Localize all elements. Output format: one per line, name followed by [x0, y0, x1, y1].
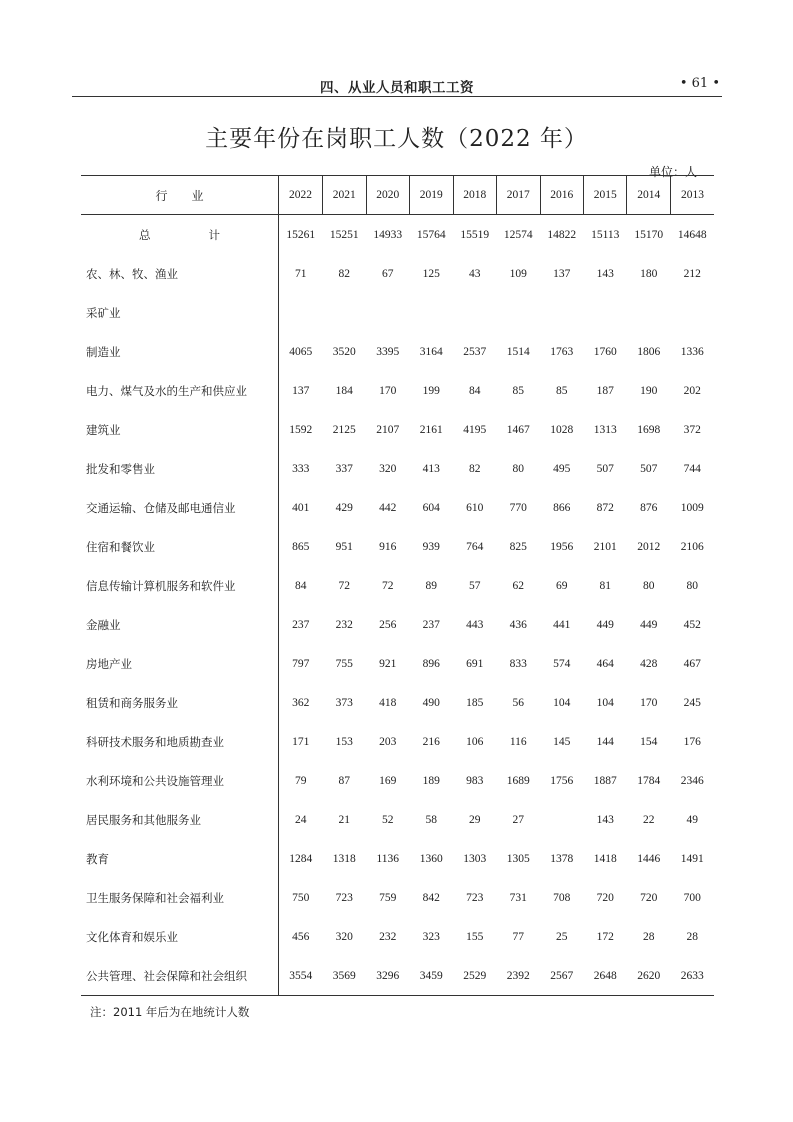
unit-label: 单位：人	[648, 165, 697, 179]
row-label: 卫生服务保障和社会福利业	[81, 878, 279, 917]
cell-value: 744	[683, 462, 701, 475]
cell-value: 22	[642, 813, 655, 826]
cell-value: 29	[469, 813, 481, 826]
cell-value: 3520	[332, 345, 356, 358]
cell-value: 951	[335, 540, 353, 553]
column-header-year: 2021	[323, 176, 367, 215]
cell-value: 723	[466, 891, 484, 904]
cell-value: 144	[596, 735, 614, 748]
table-row	[81, 293, 714, 332]
cell-value: 12574	[503, 228, 533, 241]
cell-value: 2107	[376, 423, 400, 436]
cell-value: 723	[335, 891, 353, 904]
cell-value: 80	[642, 579, 655, 592]
cell-value: 1784	[637, 774, 661, 787]
cell-value: 67	[382, 267, 394, 280]
page-number: • 61 •	[679, 76, 720, 91]
cell-value: 2633	[670, 956, 714, 996]
cell-value: 2620	[627, 956, 671, 996]
cell-value: 443	[466, 618, 484, 631]
column-header-year: 2015	[584, 176, 627, 215]
cell-value: 2529	[453, 956, 497, 996]
cell-value: 25	[556, 930, 568, 943]
cell-value: 1760	[593, 345, 617, 358]
cell-value: 14648	[677, 228, 707, 241]
cell-value: 1360	[419, 852, 443, 865]
row-label: 科研技术服务和地质勘查业	[81, 722, 279, 761]
cell-value: 203	[379, 735, 397, 748]
cell-value: 825	[509, 540, 527, 553]
row-label: 公共管理、社会保障和社会组织	[81, 956, 279, 996]
cell-value: 1318	[332, 852, 356, 865]
row-label: 住宿和餐饮业	[81, 527, 279, 566]
cell-value: 137	[292, 384, 310, 397]
cell-value: 52	[382, 813, 394, 826]
cell-value: 187	[596, 384, 614, 397]
table-row	[81, 488, 714, 527]
table-row	[81, 839, 714, 878]
cell-value: 464	[596, 657, 614, 670]
cell-value: 1956	[550, 540, 574, 553]
cell-value: 1303	[463, 852, 487, 865]
column-header-year: 2014	[627, 176, 671, 215]
cell-value: 708	[553, 891, 571, 904]
table-row	[81, 722, 714, 761]
cell-value: 153	[335, 735, 353, 748]
table-row	[81, 956, 714, 996]
cell-value: 106	[466, 735, 484, 748]
cell-value: 1592	[289, 423, 313, 436]
cell-value: 1887	[593, 774, 617, 787]
cell-value: 2567	[540, 956, 584, 996]
cell-value: 337	[335, 462, 353, 475]
cell-value: 184	[335, 384, 353, 397]
row-label: 总计	[81, 215, 279, 255]
cell-value: 1284	[289, 852, 313, 865]
cell-value: 2392	[497, 956, 541, 996]
row-label: 电力、煤气及水的生产和供应业	[81, 371, 279, 410]
cell-value: 3459	[410, 956, 454, 996]
cell-value: 180	[640, 267, 658, 280]
cell-value: 700	[683, 891, 701, 904]
cell-value: 764	[466, 540, 484, 553]
table-row	[81, 449, 714, 488]
cell-value: 3395	[376, 345, 400, 358]
row-label: 信息传输计算机服务和软件业	[81, 566, 279, 605]
cell-value: 71	[295, 267, 307, 280]
cell-value: 84	[469, 384, 481, 397]
cell-value: 449	[596, 618, 614, 631]
cell-value: 2106	[680, 540, 704, 553]
cell-value: 3164	[419, 345, 443, 358]
cell-value: 755	[335, 657, 353, 670]
cell-value: 720	[640, 891, 658, 904]
cell-value: 428	[640, 657, 658, 670]
cell-value: 1336	[680, 345, 704, 358]
cell-value: 401	[292, 501, 310, 514]
row-label: 租赁和商务服务业	[81, 683, 279, 722]
cell-value: 449	[640, 618, 658, 631]
row-label: 建筑业	[81, 410, 279, 449]
cell-value: 14933	[373, 228, 403, 241]
cell-value: 143	[596, 813, 614, 826]
cell-value: 1009	[680, 501, 704, 514]
cell-value: 89	[425, 579, 437, 592]
cell-value: 865	[292, 540, 310, 553]
cell-value: 232	[335, 618, 353, 631]
cell-value: 232	[379, 930, 397, 943]
cell-value: 759	[379, 891, 397, 904]
table-row	[81, 605, 714, 644]
cell-value: 80	[512, 462, 524, 475]
cell-value: 125	[422, 267, 440, 280]
cell-value: 323	[422, 930, 440, 943]
cell-value: 85	[556, 384, 568, 397]
column-header-industry: 行 业	[81, 176, 279, 215]
table-row	[81, 410, 714, 449]
cell-value: 169	[379, 774, 397, 787]
row-label: 房地产业	[81, 644, 279, 683]
cell-value: 62	[512, 579, 524, 592]
running-header	[72, 76, 722, 97]
cell-value	[627, 293, 671, 332]
cell-value: 69	[556, 579, 568, 592]
cell-value: 604	[422, 501, 440, 514]
table-row	[81, 878, 714, 917]
cell-value: 1467	[506, 423, 530, 436]
cell-value: 84	[295, 579, 307, 592]
cell-value: 2101	[593, 540, 617, 553]
cell-value: 72	[338, 579, 350, 592]
cell-value	[453, 293, 497, 332]
cell-value: 1698	[637, 423, 661, 436]
cell-value: 2125	[332, 423, 356, 436]
cell-value: 442	[379, 501, 397, 514]
column-header-year: 2017	[497, 176, 541, 215]
cell-value: 833	[509, 657, 527, 670]
cell-value: 2537	[463, 345, 487, 358]
employee-count-table	[81, 175, 714, 996]
cell-value: 842	[422, 891, 440, 904]
cell-value: 176	[683, 735, 701, 748]
cell-value	[279, 293, 323, 332]
row-label: 农、林、牧、渔业	[81, 254, 279, 293]
cell-value: 1313	[593, 423, 617, 436]
cell-value: 1491	[680, 852, 704, 865]
section-title: 四、从业人员和职工工资	[320, 80, 474, 96]
cell-value: 2012	[637, 540, 661, 553]
cell-value	[670, 293, 714, 332]
cell-value: 216	[422, 735, 440, 748]
footnote: 注：2011 年后为在地统计人数	[90, 1005, 250, 1019]
row-label: 交通运输、仓储及邮电通信业	[81, 488, 279, 527]
cell-value: 320	[379, 462, 397, 475]
row-label: 文化体育和娱乐业	[81, 917, 279, 956]
cell-value: 3296	[366, 956, 410, 996]
cell-value	[366, 293, 410, 332]
cell-value: 731	[509, 891, 527, 904]
cell-value: 3569	[323, 956, 367, 996]
cell-value: 28	[642, 930, 655, 943]
cell-value: 983	[466, 774, 484, 787]
row-label: 水利环境和公共设施管理业	[81, 761, 279, 800]
cell-value: 1763	[550, 345, 574, 358]
row-label: 居民服务和其他服务业	[81, 800, 279, 839]
header-row	[81, 176, 714, 215]
cell-value: 872	[596, 501, 614, 514]
cell-value: 507	[596, 462, 614, 475]
cell-value: 15113	[591, 228, 620, 241]
cell-value: 172	[596, 930, 614, 943]
cell-value	[410, 293, 454, 332]
cell-value: 145	[553, 735, 571, 748]
cell-value: 441	[553, 618, 571, 631]
cell-value: 372	[683, 423, 701, 436]
table-row	[81, 527, 714, 566]
cell-value	[497, 293, 541, 332]
cell-value: 15764	[416, 228, 446, 241]
cell-value: 80	[686, 579, 698, 592]
cell-value: 154	[640, 735, 658, 748]
cell-value: 1136	[376, 852, 400, 865]
cell-value: 4195	[463, 423, 487, 436]
table-row	[81, 332, 714, 371]
cell-value: 237	[292, 618, 310, 631]
column-header-year: 2019	[410, 176, 454, 215]
cell-value: 4065	[289, 345, 313, 358]
cell-value: 82	[338, 267, 350, 280]
table-row	[81, 800, 714, 839]
cell-value: 49	[686, 813, 698, 826]
cell-value: 58	[425, 813, 437, 826]
cell-value: 750	[292, 891, 310, 904]
cell-value: 866	[553, 501, 571, 514]
cell-value: 77	[512, 930, 524, 943]
cell-value: 436	[509, 618, 527, 631]
cell-value: 190	[640, 384, 658, 397]
cell-value: 921	[379, 657, 397, 670]
cell-value: 939	[422, 540, 440, 553]
cell-value: 27	[512, 813, 524, 826]
cell-value: 15251	[329, 228, 359, 241]
cell-value: 797	[292, 657, 310, 670]
cell-value: 185	[466, 696, 484, 709]
cell-value: 72	[382, 579, 394, 592]
cell-value: 456	[292, 930, 310, 943]
cell-value: 876	[640, 501, 658, 514]
table-row-total	[81, 215, 714, 255]
cell-value: 896	[422, 657, 440, 670]
cell-value: 574	[553, 657, 571, 670]
cell-value: 1446	[637, 852, 661, 865]
row-label: 制造业	[81, 332, 279, 371]
cell-value: 1756	[550, 774, 574, 787]
cell-value: 467	[683, 657, 701, 670]
cell-value: 57	[469, 579, 481, 592]
cell-value	[584, 293, 627, 332]
cell-value: 15170	[634, 228, 664, 241]
cell-value: 373	[335, 696, 353, 709]
cell-value: 170	[379, 384, 397, 397]
cell-value: 320	[335, 930, 353, 943]
cell-value: 1689	[506, 774, 530, 787]
cell-value: 916	[379, 540, 397, 553]
cell-value: 202	[683, 384, 701, 397]
row-label: 采矿业	[81, 293, 279, 332]
cell-value: 1514	[506, 345, 530, 358]
cell-value: 143	[596, 267, 614, 280]
table-row	[81, 254, 714, 293]
cell-value: 2346	[680, 774, 704, 787]
table-body	[81, 215, 714, 996]
cell-value: 85	[512, 384, 524, 397]
cell-value: 15261	[286, 228, 316, 241]
table-row	[81, 371, 714, 410]
cell-value: 14822	[547, 228, 577, 241]
cell-value: 1378	[550, 852, 574, 865]
row-label: 金融业	[81, 605, 279, 644]
cell-value: 2648	[584, 956, 627, 996]
cell-value: 56	[512, 696, 524, 709]
cell-value	[540, 800, 584, 839]
cell-value: 82	[469, 462, 481, 475]
cell-value: 691	[466, 657, 484, 670]
cell-value: 495	[553, 462, 571, 475]
cell-value: 490	[422, 696, 440, 709]
cell-value: 362	[292, 696, 310, 709]
cell-value: 333	[292, 462, 310, 475]
cell-value: 81	[599, 579, 611, 592]
table-title: 主要年份在岗职工人数（2022 年）	[205, 126, 588, 152]
cell-value: 104	[553, 696, 571, 709]
cell-value: 28	[686, 930, 698, 943]
cell-value: 189	[422, 774, 440, 787]
cell-value: 2161	[419, 423, 443, 436]
cell-value: 507	[640, 462, 658, 475]
cell-value: 429	[335, 501, 353, 514]
cell-value: 418	[379, 696, 397, 709]
cell-value: 1806	[637, 345, 661, 358]
cell-value: 770	[509, 501, 527, 514]
cell-value: 155	[466, 930, 484, 943]
table-row	[81, 683, 714, 722]
cell-value	[323, 293, 367, 332]
table-row	[81, 917, 714, 956]
cell-value: 171	[292, 735, 310, 748]
cell-value: 720	[596, 891, 614, 904]
column-header-year: 2013	[670, 176, 714, 215]
cell-value: 104	[596, 696, 614, 709]
cell-value: 1028	[550, 423, 574, 436]
column-header-year: 2020	[366, 176, 410, 215]
cell-value: 245	[683, 696, 701, 709]
cell-value: 452	[683, 618, 701, 631]
cell-value: 43	[469, 267, 481, 280]
cell-value: 87	[338, 774, 350, 787]
cell-value: 109	[509, 267, 527, 280]
cell-value: 199	[422, 384, 440, 397]
cell-value: 212	[683, 267, 701, 280]
table-row	[81, 761, 714, 800]
cell-value: 170	[640, 696, 658, 709]
row-label: 教育	[81, 839, 279, 878]
cell-value: 256	[379, 618, 397, 631]
table-row	[81, 566, 714, 605]
cell-value: 610	[466, 501, 484, 514]
cell-value: 24	[295, 813, 307, 826]
cell-value: 79	[295, 774, 307, 787]
cell-value: 3554	[279, 956, 323, 996]
cell-value: 116	[509, 735, 527, 748]
cell-value: 15519	[460, 228, 490, 241]
table-row	[81, 644, 714, 683]
cell-value: 413	[422, 462, 440, 475]
cell-value: 1305	[506, 852, 530, 865]
column-header-year: 2016	[540, 176, 584, 215]
row-label: 批发和零售业	[81, 449, 279, 488]
cell-value: 137	[553, 267, 571, 280]
column-header-year: 2022	[279, 176, 323, 215]
cell-value: 21	[338, 813, 350, 826]
cell-value	[540, 293, 584, 332]
cell-value: 237	[422, 618, 440, 631]
column-header-year: 2018	[453, 176, 497, 215]
cell-value: 1418	[593, 852, 617, 865]
